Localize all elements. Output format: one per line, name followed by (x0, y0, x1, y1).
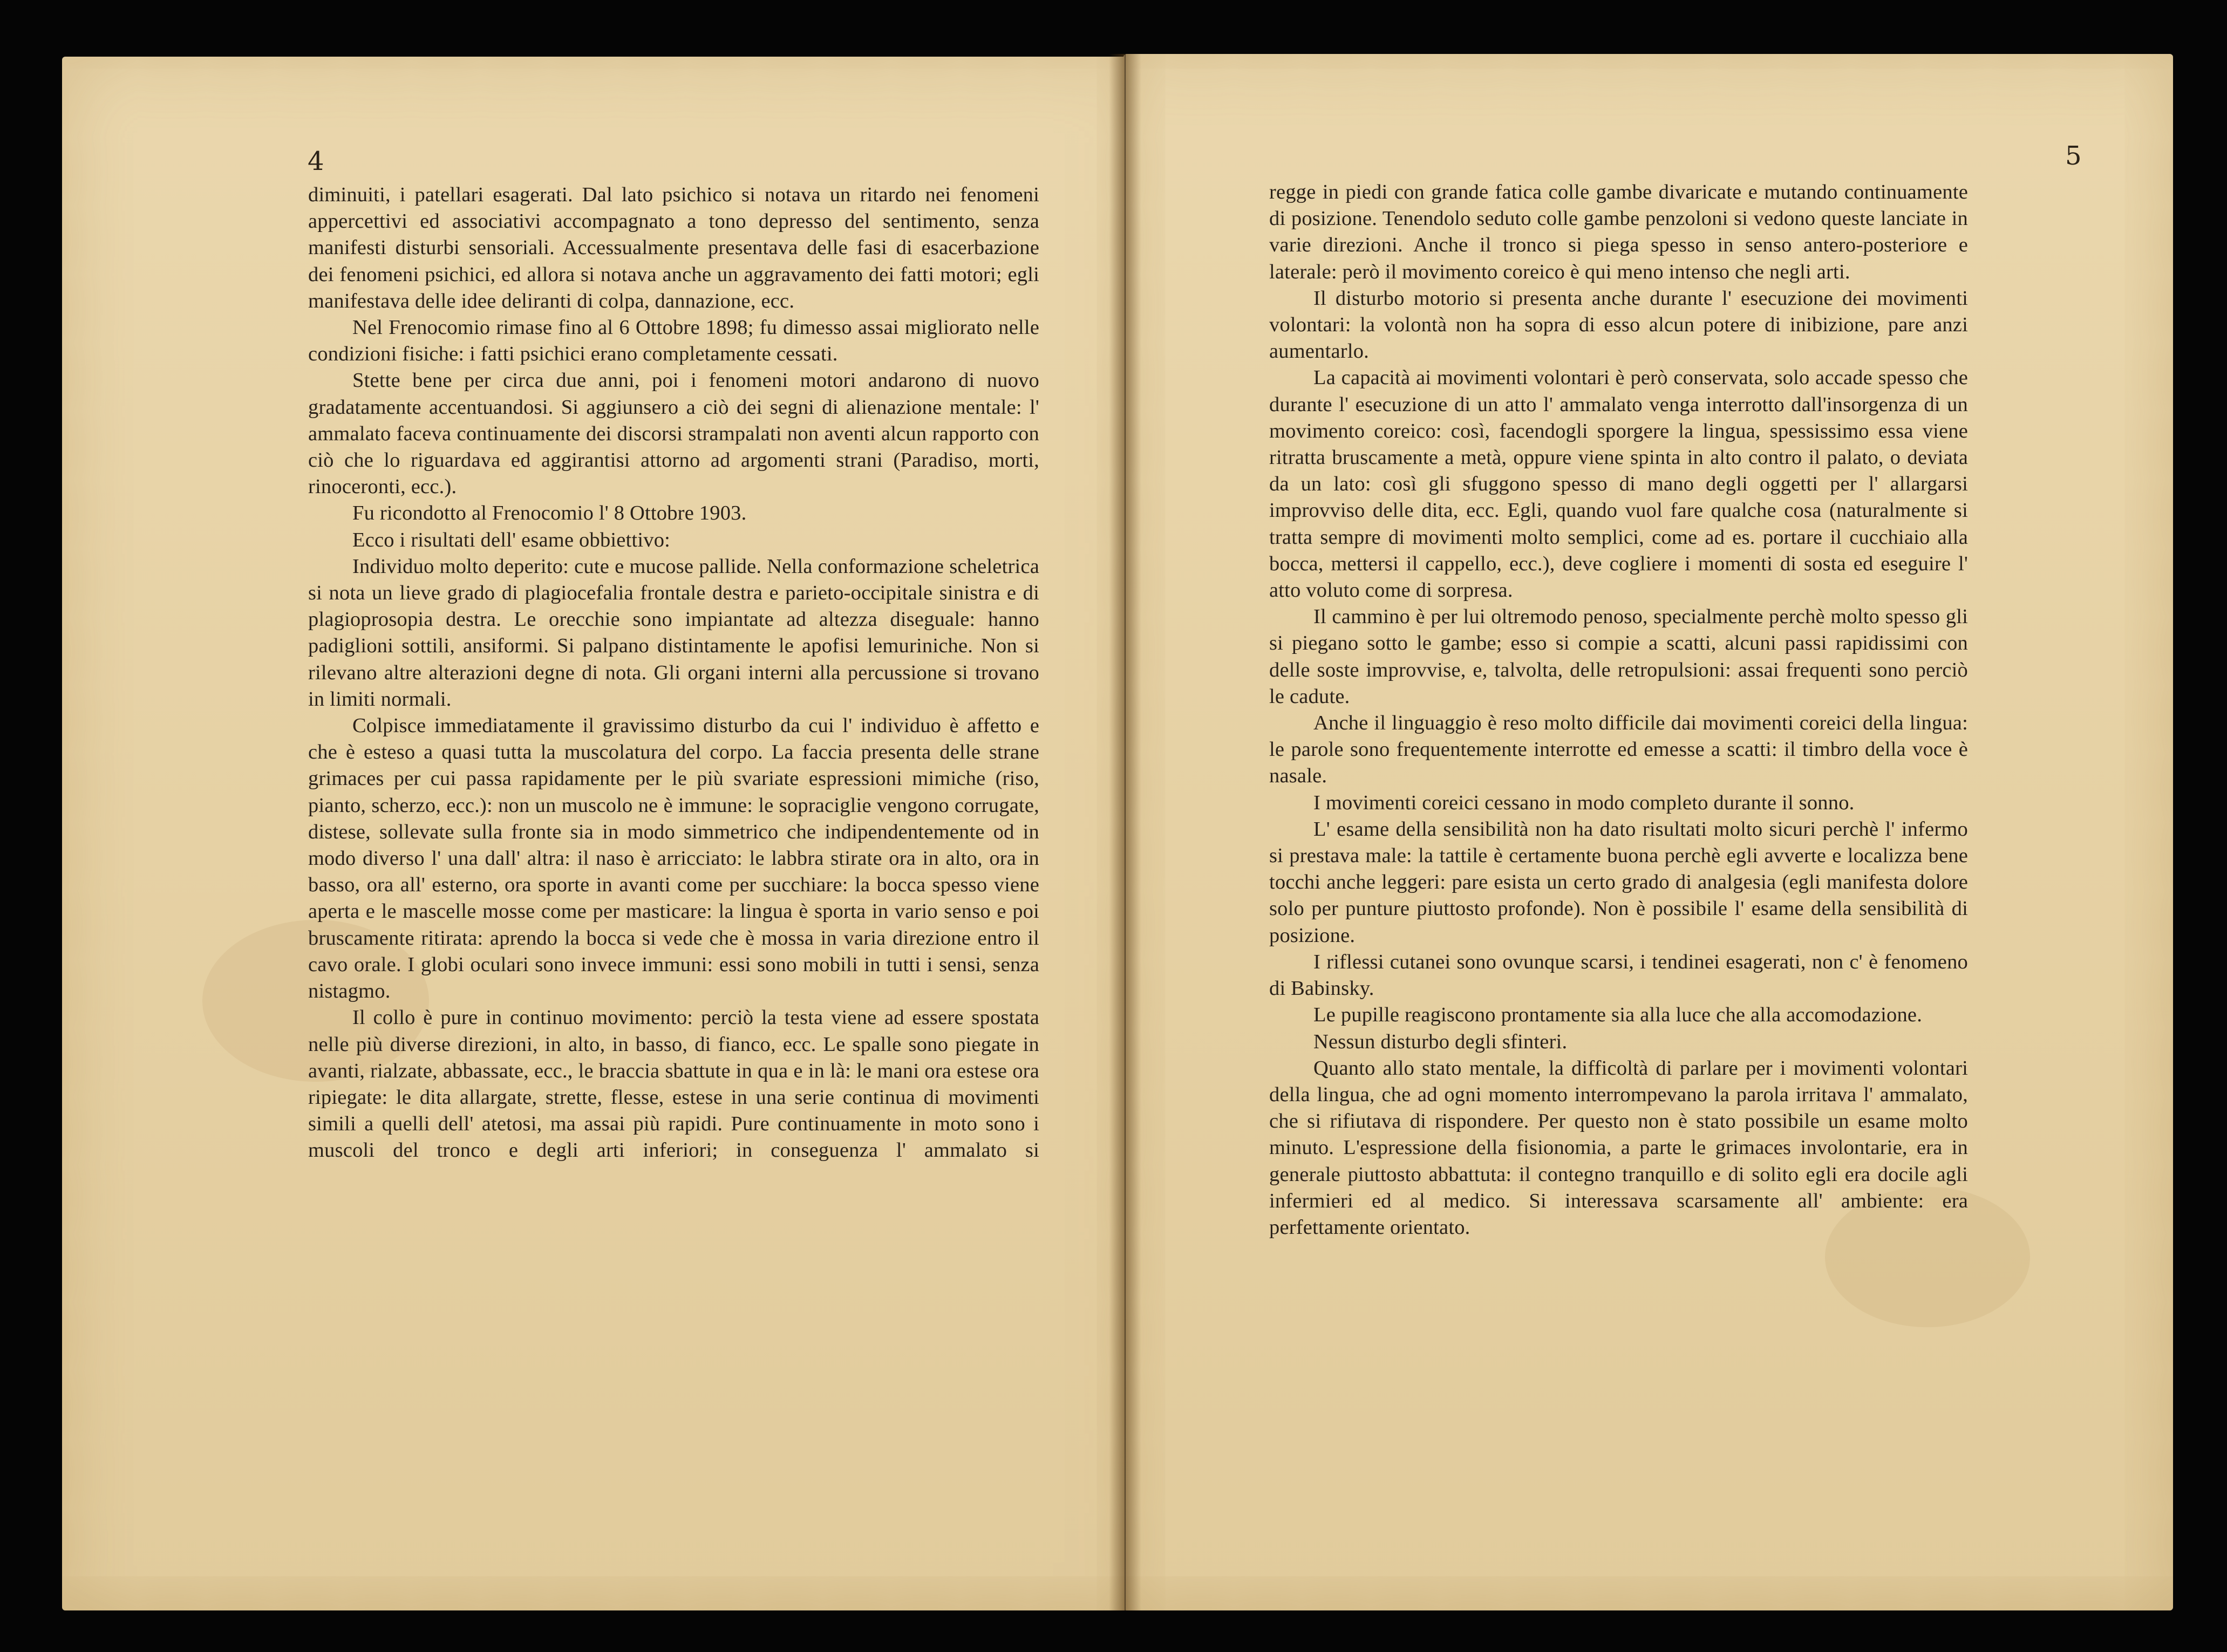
book-gutter (1109, 54, 1141, 1610)
page-number: 4 (308, 146, 324, 176)
paragraph: I riflessi cutanei sono ovunque scarsi, i tendinei esagerati, non c' è fenomeno di Babinsky. (1269, 950, 1968, 1000)
left-page (62, 57, 1128, 1610)
paragraph: regge in piedi con grande fatica colle gambe divaricate e mutando continuamente di posizione. Tenendolo seduto colle gambe penzoloni si vedono queste lanciate in varie direzioni. Anche il tronco si piega spesso in senso antero-posteriore e laterale: però il movimento coreico è qui meno intenso che negli arti. (1269, 181, 1968, 283)
paragraph: Quanto allo stato mentale, la difficoltà di parlare per i movimenti volontari della lingua, che ad ogni momento interrompevano la parola irritava l' ammalato, che si rifiutava di rispondere. Per questo non è stato possibile un esame molto minuto. L'espressione della fisionomia, a parte le grimaces involontarie, era in generale piuttosto abbattuta: il contegno tranquillo e di solito egli era docile agli infermieri ed al medico. Si interessava scarsamente all' ambiente: era perfettamente orientato. (1269, 1056, 1968, 1239)
paragraph: diminuiti, i patellari esagerati. Dal lato psichico si notava un ritardo nei fenomeni appercettivi ed associativi accompagnato a tono depresso del sentimento, senza manifesti disturbi sensoriali. Accessualmente presentava delle fasi di esacerbazione dei fenomeni psichici, ed allora si notava anche un aggravamento dei fatti motori; egli manifestava delle idee deliranti di colpa, dannazione, ecc. (308, 183, 1039, 312)
paragraph: Nessun disturbo degli sfinteri. (1313, 1030, 1568, 1053)
left-page-text (308, 182, 1039, 1164)
paragraph: Ecco i risultati dell' esame obbiettivo: (352, 528, 671, 551)
paragraph: Il collo è pure in continuo movimento: perciò la testa viene ad essere spostata nelle più diverse direzioni, in alto, in basso, di fianco, ecc. Le spalle sono piegate in avanti, rialzate, abbassate, ecc., le braccia sbattute in qua e in là: le mani ora estese ora ripiegate: le dita allargate, strette, flesse, estese in una serie continua di movimenti simili a quelli dell' atetosi, ma assai più rapidi. Pure continuamente in moto sono i muscoli del tronco e degli arti inferiori; in conseguenza l' ammalato si (308, 1006, 1039, 1162)
right-page-text (1269, 179, 1968, 1241)
paragraph: Fu ricondotto al Frenocomio l' 8 Ottobre 1903. (352, 502, 747, 525)
paragraph: Nel Frenocomio rimase fino al 6 Ottobre 1898; fu dimesso assai migliorato nelle condizioni fisiche: i fatti psichici erano completamente cessati. (308, 316, 1039, 366)
paragraph: Individuo molto deperito: cute e mucose pallide. Nella conformazione scheletrica si nota un lieve grado di plagiocefalia frontale destra e parieto-occipitale sinistra e di plagioprosopia destra. Le orecchie sono impiantate ad altezza diseguale: hanno padiglioni sottili, ansiformi. Si palpano distintamente le apofisi lemuriniche. Non si rilevano altre alterazioni degne di nota. Gli organi interni alla percussione si trovano in limiti normali. (308, 555, 1039, 711)
paragraph: Colpisce immediatamente il gravissimo disturbo da cui l' individuo è affetto e che è esteso a quasi tutta la muscolatura del corpo. La faccia presenta delle strane grimaces per cui passa rapidamente per le più svariate espressioni mimiche (riso, pianto, scherzo, ecc.): non un muscolo ne è immune: le sopraciglie vengono corrugate, distese, sollevate sulla fronte sia in modo simmetrico che indipendentemente od in modo diverso l' una dall' altra: il naso è arricciato: le labbra stirate ora in alto, ora in basso, ora all' esterno, ora sporte in avanti come per succhiare: la bocca spesso viene aperta e le mascelle mosse come per masticare: la lingua è sporta in vario senso e poi bruscamente ritirata: aprendo la bocca si vede che è mossa in varia direzione entro il cavo orale. I globi oculari sono invece immuni: essi sono mobili in tutti i sensi, senza nistagmo. (308, 714, 1039, 1003)
paragraph: Anche il linguaggio è reso molto difficile dai movimenti coreici della lingua: le parole sono frequentemente interrotte ed emesse a scatti: il timbro della voce è nasale. (1269, 712, 1968, 788)
paragraph: Il disturbo motorio si presenta anche durante l' esecuzione dei movimenti volontari: la volontà non ha sopra di esso alcun potere di inibizione, pare anzi aumentarlo. (1269, 286, 1968, 363)
right-page (1123, 54, 2173, 1610)
paragraph: Le pupille reagiscono prontamente sia alla luce che alla accomodazione. (1313, 1004, 1923, 1027)
paragraph: I movimenti coreici cessano in modo completo durante il sonno. (1313, 791, 1855, 814)
paragraph: Stette bene per circa due anni, poi i fenomeni motori andarono di nuovo gradatamente accentuandosi. Si aggiunsero a ciò dei segni di alienazione mentale: l' ammalato faceva continuamente dei discorsi strampalati non aventi alcun rapporto con ciò che lo riguardava ed aggirantisi attorno ad argomenti strani (Paradiso, morti, rinoceronti, ecc.). (308, 369, 1039, 499)
page-number: 5 (2065, 141, 2082, 171)
paragraph: La capacità ai movimenti volontari è però conservata, solo accade spesso che durante l' esecuzione di un atto l' ammalato venga interrotto dall'insorgenza di un movimento coreico: così, facendogli sporgere la lingua, spessissimo essa viene ritratta bruscamente a metà, oppure viene spinta in alto contro il palato, o deviata da un lato: così gli sfuggono spesso di mano degli oggetti per l' allargarsi improvviso delle dita, ecc. Egli, quando vuol fare qualche cosa (naturalmente si tratta sempre di movimenti molto semplici, come ad es. portare il cucchiaio alla bocca, mettersi il cappello, ecc.), deve cogliere i momenti di sosta ed eseguire l' atto voluto come di sorpresa. (1269, 366, 1968, 602)
paragraph: L' esame della sensibilità non ha dato risultati molto sicuri perchè l' infermo si prestava male: la tattile è certamente buona perchè egli avverte e localizza bene tocchi anche leggeri: pare esista un certo grado di analgesia (egli manifesta dolore solo per punture piuttosto profonde). Non è possibile l' esame della sensibilità di posizione. (1269, 817, 1968, 947)
paragraph: Il cammino è per lui oltremodo penoso, specialmente perchè molto spesso gli si piegano sotto le gambe; esso si compie a scatti, alcuni passi rapidissimi con delle soste improvvise, e, talvolta, delle retropulsioni: assai frequenti sono perciò le cadute. (1269, 605, 1968, 708)
